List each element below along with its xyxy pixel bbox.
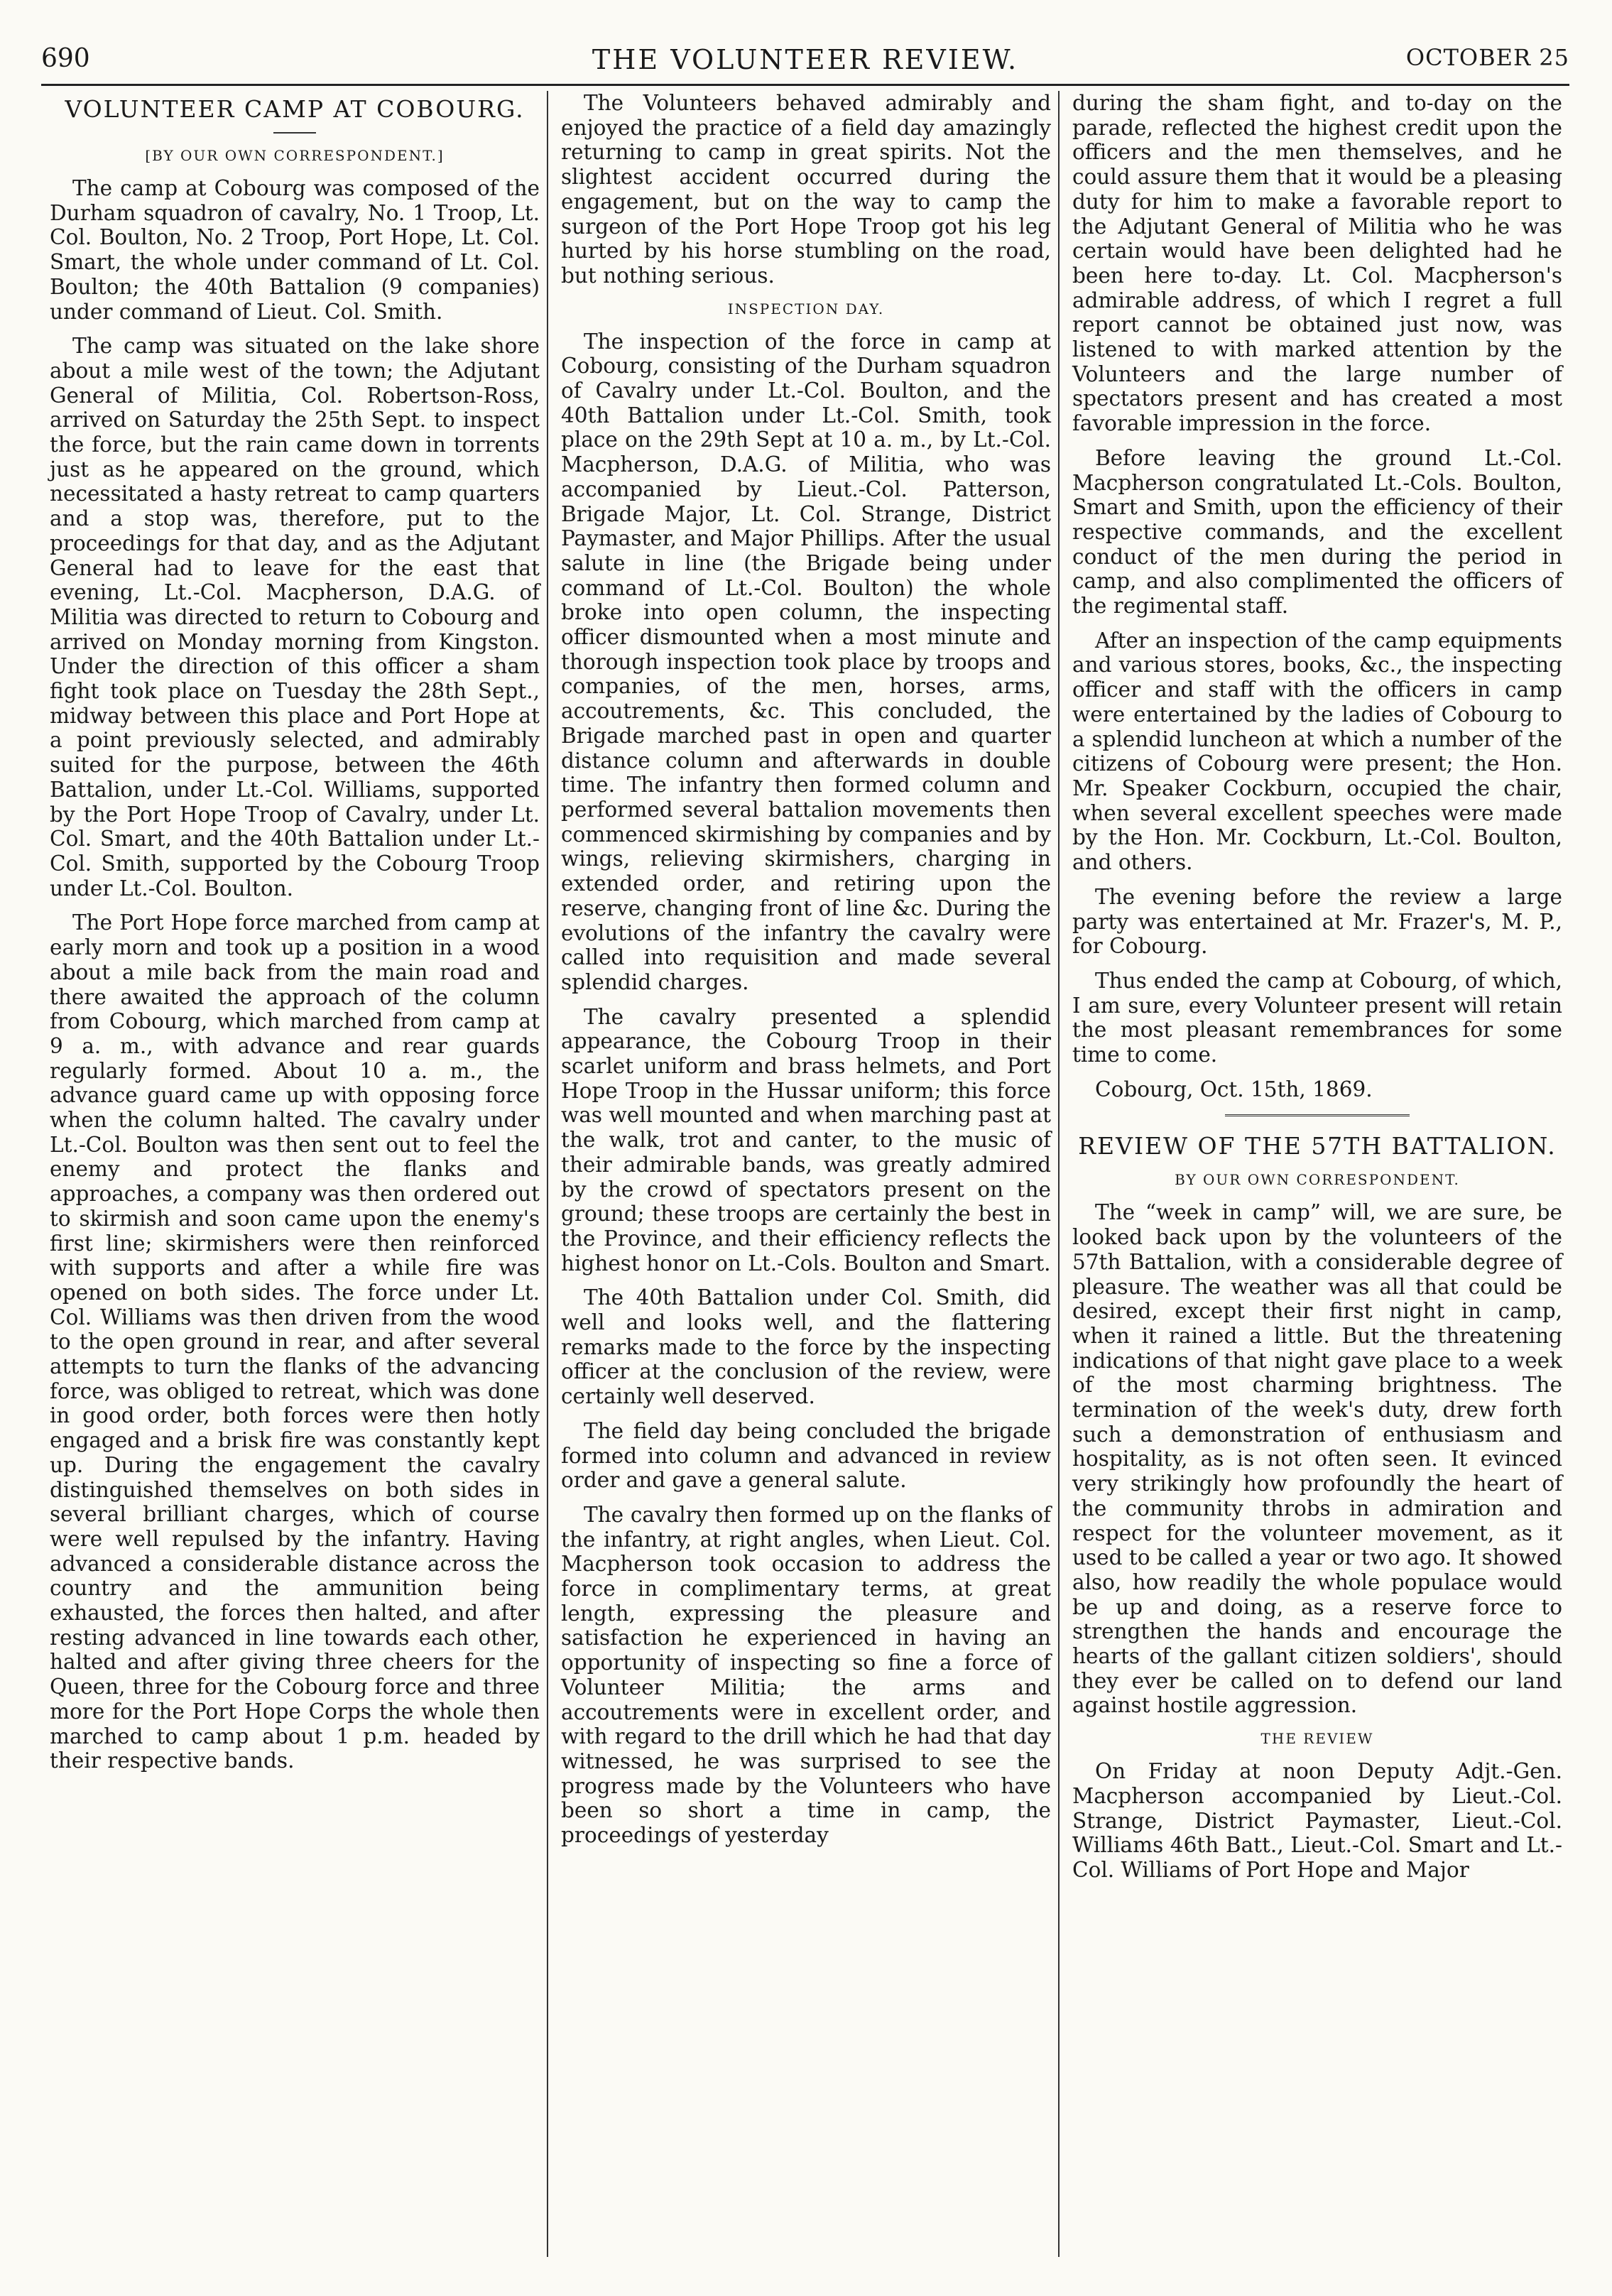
paragraph: The cavalry presented a splendid appearance, the Cobourg Troop in their scarlet uniform and brass helmets, and Port Hope Troop in the Hussar uniform; this force was well mounted and when marching past at the walk, trot and canter, to the music of their admirable bands, was greatly admired by the crowd of spectators present on the ground; these troops are certainly the best in the Province, and their efficiency reflects the highest honor on Lt.-Cols. Boulton and Smart. (561, 1004, 1051, 1275)
paragraph: Before leaving the ground Lt.-Col. Macpherson congratulated Lt.-Cols. Boulton, Smart and Smith, upon the efficiency of their respective commands, and the excellent conduct of the men during the period in camp, and also complimented the officers of the regimental staff. (1072, 445, 1562, 619)
paragraph: Thus ended the camp at Cobourg, of which, I am sure, every Volunteer present will retain the most pleasant remembrances for some time to come. (1072, 968, 1562, 1067)
article-heading: VOLUNTEER CAMP AT COBOURG. (65, 95, 525, 123)
article-separator (1225, 1114, 1410, 1121)
paragraph: The evening before the review a large party was entertained at Mr. Frazer's, M. P., for Cobourg. (1072, 884, 1562, 959)
column-divider (1058, 91, 1060, 2257)
paragraph: The “week in camp” will, we are sure, be looked back upon by the volunteers of the 57th Battalion, with a considerable degree of pleasure. The weather was all that could be desired, except their first night in camp, when it rained a little. But the threatening indications of that night gave place to a week of the most charming brightness. The termination of the week's duty, drew forth such a demonstration of enthusiasm and hospitality, as is not often seen. It evinced very strikingly how profoundly the heart of the community throbs in admiration and respect for the volunteer movement, as it used to be called a year or two ago. It showed also, how readily the whole populace would be up and doing, as a reserve force to strengthen the hands and encourage the hearts of the gallant citizen soldiers', should they ever be called on to defend our land against hostile aggression. (1072, 1200, 1562, 1718)
column-3 (1072, 91, 1562, 1893)
publication-title: THE VOLUNTEER REVIEW. (592, 44, 1019, 75)
paragraph: After an inspection of the camp equipments and various stores, books, &c., the inspecting officer and staff with the officers in camp were entertained by the ladies of Cobourg to a splendid luncheon at which a number of the citizens of Cobourg were present; the Hon. Mr. Speaker Cockburn, occupied the chair, when several excellent speeches were made by the Hon. Mr. Cockburn, Lt.-Col. Boulton, and others. (1072, 628, 1562, 875)
header-rule (41, 84, 1569, 86)
page-header (41, 44, 1569, 80)
column-1 (50, 91, 540, 1783)
paragraph: The field day being concluded the brigade formed into column and advanced in review order and gave a general salute. (561, 1418, 1051, 1493)
paragraph: during the sham fight, and to-day on the parade, reflected the highest credit upon the officers and the men themselves, and he could assure them that it would be a pleasing duty for him to make a favorable report to the Adjutant General of Militia who he was certain would have been delighted had he been here to-day. Lt. Col. Macpherson's admirable address, of which I regret a full report cannot be obtained just now, was listened to with marked attention by the Volunteers and the large number of spectators present and has created a most favorable impression in the force. (1072, 91, 1562, 436)
paragraph: The inspection of the force in camp at Cobourg, consisting of the Durham squadron of Cavalry under Lt.-Col. Boulton, and the 40th Battalion under Lt.-Col. Smith, took place on the 29th Sept at 10 a. m., by Lt.-Col. Macpherson, D.A.G. of Militia, who was accompanied by Lieut.-Col. Patterson, Brigade Major, Lt. Col. Strange, District Paymaster, and Major Phillips. After the usual salute in line (the Brigade being under command of Lt.-Col. Boulton) the whole broke into open column, the inspecting officer dismounted when a most minute and thorough inspection took place by troops and companies, of the men, horses, arms, accoutrements, &c. This concluded, the Brigade marched past in open and quarter distance column and afterwards in double time. The infantry then formed column and performed several battalion movements then commenced skirmishing by companies and by wings, relieving skirmishers, charging in extended order, and retiring upon the reserve, changing front of line &c. During the evolutions of the infantry the cavalry were called into requisition and made several splendid charges. (561, 329, 1051, 994)
paragraph: The 40th Battalion under Col. Smith, did well and looks well, and the flattering remarks made to the force by the inspecting officer at the conclusion of the review, were certainly well deserved. (561, 1285, 1051, 1409)
paragraph: The cavalry then formed up on the flanks of the infantry, at right angles, when Lieut. Col. Macpherson took occasion to address the force in complimentary terms, at great length, expressing the pleasure and satisfaction he experienced in having an opportunity of inspecting so fine a force of Volunteer Militia; the arms and accoutrements were in excellent order, and with regard to the drill which he had that day witnessed, he was surprised to see the progress made by the Volunteers who have been so short a time in camp, the proceedings of yesterday (561, 1502, 1051, 1848)
heading-rule (273, 132, 316, 134)
column-divider (547, 91, 548, 2257)
article-byline: [BY OUR OWN CORRESPONDENT.] (145, 147, 445, 164)
section-subhead: INSPECTION DAY. (727, 300, 885, 317)
paragraph: On Friday at noon Deputy Adjt.-Gen. Macpherson accompanied by Lieut.-Col. Strange, District Paymaster, Lieut.-Col. Williams 46th Batt., Lieut.-Col. Smart and Lt.-Col. Williams of Port Hope and Major (1072, 1759, 1562, 1882)
issue-date: OCTOBER 25 (1405, 44, 1569, 71)
dateline: Cobourg, Oct. 15th, 1869. (1095, 1077, 1373, 1101)
paragraph: The camp at Cobourg was composed of the Durham squadron of cavalry, No. 1 Troop, Lt. Col. Boulton, No. 2 Troop, Port Hope, Lt. Col. Smart, the whole under command of Lt. Col. Boulton; the 40th Battalion (9 companies) under command of Lieut. Col. Smith. (50, 176, 540, 324)
paragraph: The Volunteers behaved admirably and enjoyed the practice of a field day amazingly returning to camp in great spirits. Not the slightest accident occurred during the engagement, but on the way to camp the surgeon of the Port Hope Troop got his leg hurted by his horse stumbling on the road, but nothing serious. (561, 91, 1051, 288)
article-byline: BY OUR OWN CORRESPONDENT. (1175, 1171, 1460, 1189)
paragraph: The Port Hope force marched from camp at early morn and took up a position in a wood about a mile back from the main road and there awaited the approach of the column from Cobourg, which marched from camp at 9 a. m., with advance and rear guards regularly formed. About 10 a. m., the advance guard came up with opposing force when the column halted. The cavalry under Lt.-Col. Boulton was then sent out to feel the enemy and protect the flanks and approaches, a company was then ordered out to skirmish and soon came upon the enemy's first line; skirmishers were then reinforced with supports and after a while fire was opened on both sides. The force under Lt. Col. Williams was then driven from the wood to the open ground in rear, and after several attempts to turn the flanks of the advancing force, was obliged to retreat, which was done in good order, both forces were then hotly engaged and a brisk fire was constantly kept up. During the engagement the cavalry distinguished themselves on both sides in several brilliant charges, which of course were well repulsed by the infantry. Having advanced a considerable distance across the country and the ammunition being exhausted, the forces then halted, and after resting advanced in line towards each other, halted and after giving three cheers for the Queen, three for the Cobourg force and three more for the Port Hope Corps the whole then marched to camp about 1 p.m. headed by their respective bands. (50, 910, 540, 1773)
column-2 (561, 91, 1051, 1858)
section-subhead: THE REVIEW (1260, 1730, 1374, 1748)
page-number: 690 (41, 44, 90, 73)
paragraph: The camp was situated on the lake shore about a mile west of the town; the Adjutant General of Militia, Col. Robertson-Ross, arrived on Saturday the 25th Sept. to inspect the force, but the rain came down in torrents just as he appeared on the ground, which necessitated a hasty retreat to camp quarters and a stop was, therefore, put to the proceedings for that day, and as the Adjutant General had to leave for the east that evening, Lt.-Col. Macpherson, D.A.G. of Militia was directed to return to Cobourg and arrived on Monday morning from Kingston. Under the direction of this officer a sham fight took place on Tuesday the 28th Sept., midway between this place and Port Hope at a point previously selected, and admirably suited for the purpose, between the 46th Battalion, under Lt.-Col. Williams, supported by the Port Hope Troop of Cavalry, under Lt. Col. Smart, and the 40th Battalion under Lt.-Col. Smith, supported by the Cobourg Troop under Lt.-Col. Boulton. (50, 334, 540, 901)
article-heading: REVIEW OF THE 57TH BATTALION. (1078, 1132, 1557, 1160)
